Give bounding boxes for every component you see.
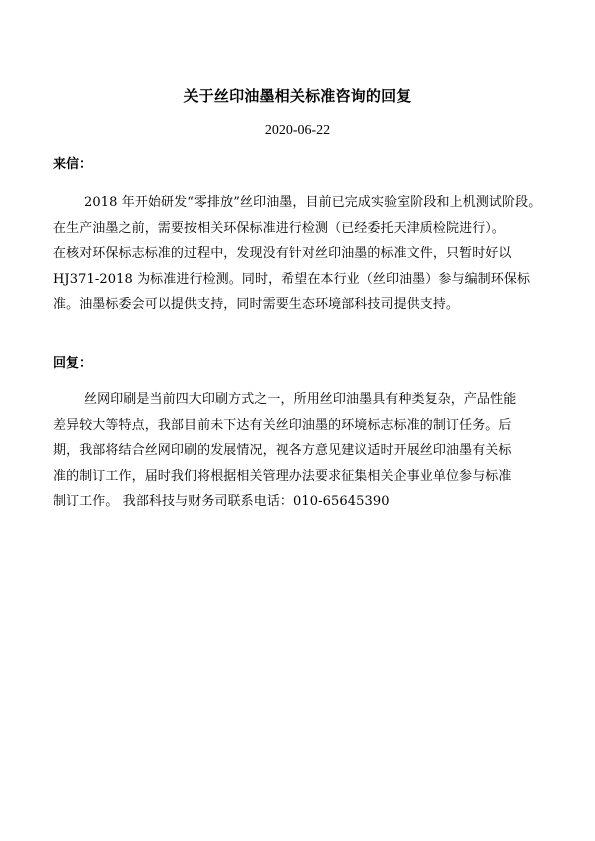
reply-line: 差异较大等特点，我部目前未下达有关丝印油墨的环境标志标准的制订任务。后 xyxy=(53,417,512,433)
reply-line: 丝网印刷是当前四大印刷方式之一，所用丝印油墨具有种类复杂，产品性能 xyxy=(84,392,517,407)
letter-line: 在核对环保标志标准的过程中，发现没有针对丝印油墨的标准文件，只暂时好以 xyxy=(53,246,512,261)
letter-line: 准。油墨标委会可以提供支持，同时需要生态环境部科技司提供支持。 xyxy=(53,297,460,312)
letter-line: HJ371-2018 为标准进行检测。同时，希望在本行业（丝印油墨）参与编制环保标 xyxy=(53,271,531,287)
reply-line: 准的制订工作，届时我们将根据相关管理办法要求征集相关企事业单位参与标准 xyxy=(53,468,512,484)
document-date: 2020-06-22 xyxy=(264,123,331,138)
letter-paragraph xyxy=(53,190,550,318)
letter-line: 2018 年开始研发“零排放”丝印油墨，目前已完成实验室阶段和上机测试阶段。 xyxy=(84,195,542,210)
reply-line: 期，我部将结合丝网印刷的发展情况，视各方意见建议适时开展丝印油墨有关标 xyxy=(53,443,512,458)
letter-line: 在生产油墨之前，需要按相关环保标准进行检测（已经委托天津质检院进行）。 xyxy=(53,220,506,236)
reply-paragraph xyxy=(53,387,550,515)
reply-label: 回复： xyxy=(53,356,93,371)
document-title: 关于丝印油墨相关标准咨询的回复 xyxy=(183,87,412,105)
letter-label: 来信： xyxy=(53,157,93,172)
reply-line: 制订工作。 我部科技与财务司联系电话：010-65645390 xyxy=(53,494,390,509)
